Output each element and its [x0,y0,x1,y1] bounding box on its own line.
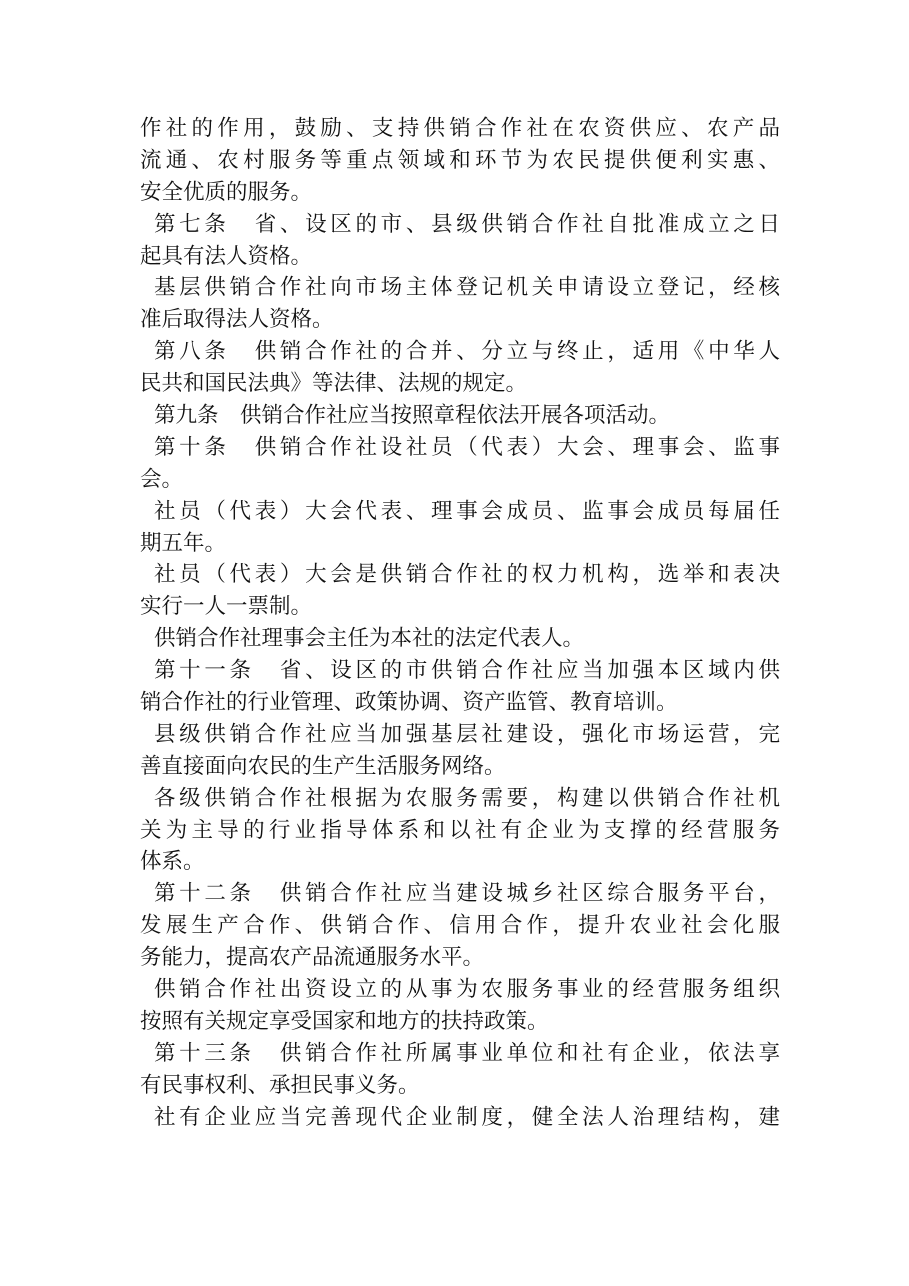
article-12-line-3: 务能力，提高农产品流通服务水平。 [140,945,485,971]
paragraph-line-9: 善直接面向农民的生产生活服务网络。 [140,753,506,779]
article-9-line-1: 第九条 供销合作社应当按照章程依法开展各项活动。 [154,403,671,429]
article-10-line-1: 第十条 供销合作社设社员（代表）大会、理事会、监事 [154,434,780,460]
paragraph-line-5: 社员（代表）大会是供销合作社的权力机构，选举和表决 [154,562,780,588]
paragraph-line-7: 供销合作社理事会主任为本社的法定代表人。 [154,626,585,652]
article-8-line-2: 民共和国民法典》等法律、法规的规定。 [140,371,528,397]
paragraph-line-13: 供销合作社出资设立的从事为农服务事业的经营服务组织 [154,977,780,1003]
article-7-line-1: 第七条 省、设区的市、县级供销合作社自批准成立之日 [154,211,780,237]
paragraph-line-15: 社有企业应当完善现代企业制度，健全法人治理结构，建 [154,1104,780,1130]
paragraph-line-12: 体系。 [140,849,205,875]
document-body [140,113,780,1134]
article-7-line-2: 起具有法人资格。 [140,243,313,269]
text-line-3: 安全优质的服务。 [140,179,313,205]
paragraph-line-2: 准后取得法人资格。 [140,307,334,333]
article-11-line-1: 第十一条 省、设区的市供销合作社应当加强本区域内供 [154,658,780,684]
paragraph-line-14: 按照有关规定享受国家和地方的扶持政策。 [140,1008,549,1034]
paragraph-line-4: 期五年。 [140,530,227,556]
paragraph-line-6: 实行一人一票制。 [140,594,313,620]
article-12-line-2: 发展生产合作、供销合作、信用合作，提升农业社会化服 [140,913,780,939]
paragraph-line-10: 各级供销合作社根据为农服务需要，构建以供销合作社机 [154,785,780,811]
article-11-line-2: 销合作社的行业管理、政策协调、资产监管、教育培训。 [140,690,678,716]
paragraph-line-8: 县级供销合作社应当加强基层社建设，强化市场运营，完 [154,721,780,747]
paragraph-line-11: 关为主导的行业指导体系和以社有企业为支撑的经营服务 [140,817,780,843]
article-12-line-1: 第十二条 供销合作社应当建设城乡社区综合服务平台， [154,881,780,907]
paragraph-line-3: 社员（代表）大会代表、理事会成员、监事会成员每届任 [154,498,780,524]
paragraph-line-1: 基层供销合作社向市场主体登记机关申请设立登记，经核 [154,275,780,301]
text-line-1: 作社的作用，鼓励、支持供销合作社在农资供应、农产品 [140,116,780,141]
text-line-2: 流通、农村服务等重点领域和环节为农民提供便利实惠、 [140,147,780,173]
article-10-line-2: 会。 [140,466,184,492]
article-13-line-2: 有民事权利、承担民事义务。 [140,1072,420,1098]
article-13-line-1: 第十三条 供销合作社所属事业单位和社有企业，依法享 [154,1040,780,1066]
article-8-line-1: 第八条 供销合作社的合并、分立与终止，适用《中华人 [154,339,780,365]
